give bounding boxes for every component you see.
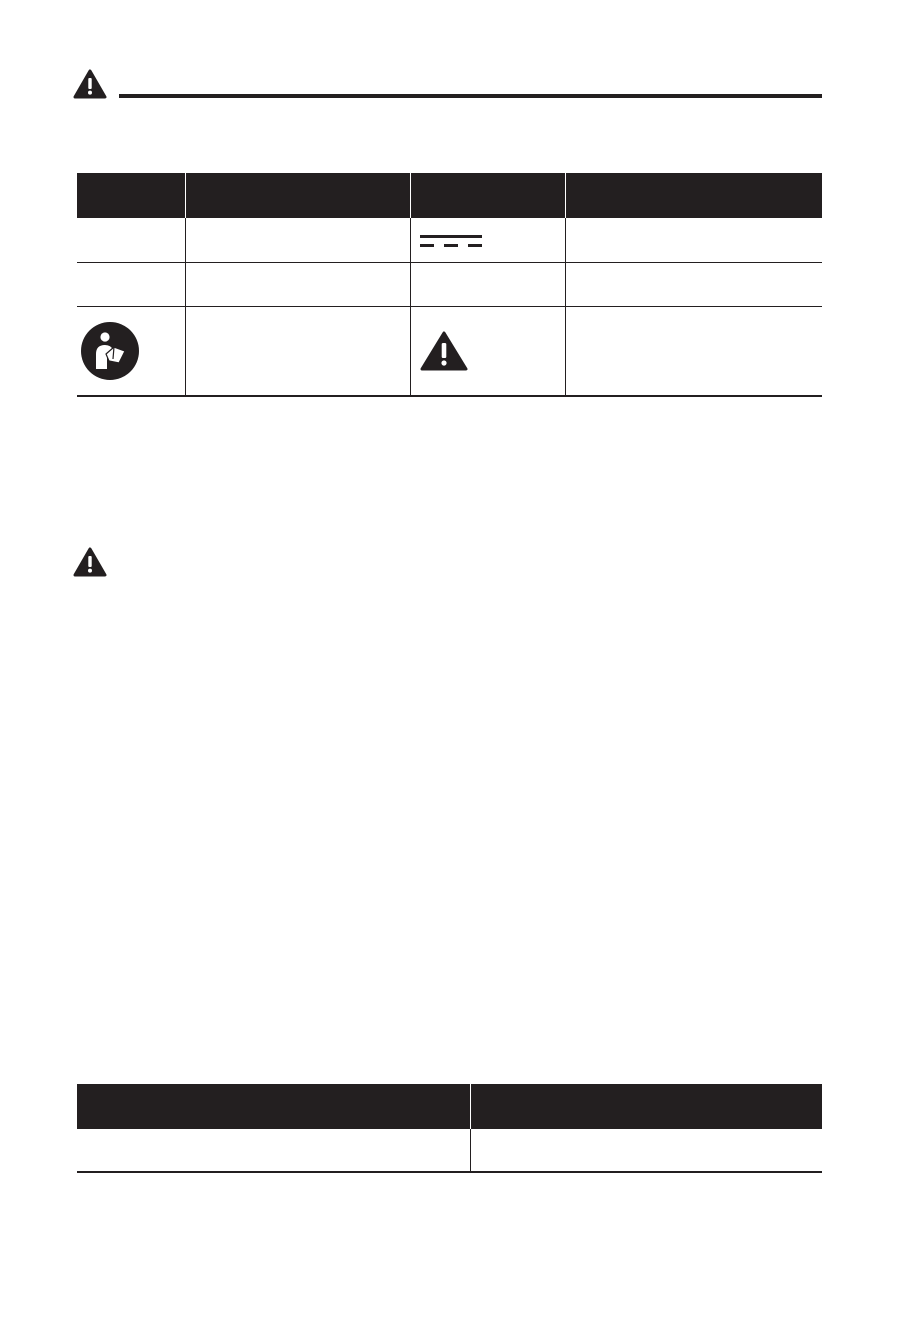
table-row [77,306,822,396]
table-cell [77,262,185,306]
header-cell [77,1084,470,1129]
table-row [77,1129,822,1172]
table-row [77,218,822,262]
table-row [77,262,822,306]
header-cell [77,173,185,218]
table-cell [185,218,410,262]
table-cell [77,306,185,396]
table-cell [77,218,185,262]
header-cell [565,173,822,218]
header-cell [185,173,410,218]
table-cell [470,1129,822,1172]
table-cell [565,306,822,396]
warning-triangle-icon [420,331,468,371]
table-cell [410,306,565,396]
header-rule [119,94,822,98]
table-cell [77,1129,470,1172]
table-cell [410,218,565,262]
read-manual-icon [81,322,139,380]
direct-current-icon [420,235,482,249]
header-cell [470,1084,822,1129]
symbols-table [77,173,822,397]
header-cell [410,173,565,218]
table-header-row [77,1084,822,1129]
table-cell [410,262,565,306]
table-cell [565,262,822,306]
table-cell [185,306,410,396]
table-cell [565,218,822,262]
table-header-row [77,173,822,218]
table-cell [185,262,410,306]
warning-triangle-icon [73,69,107,99]
warning-triangle-icon [73,547,107,577]
spec-table [77,1084,822,1173]
